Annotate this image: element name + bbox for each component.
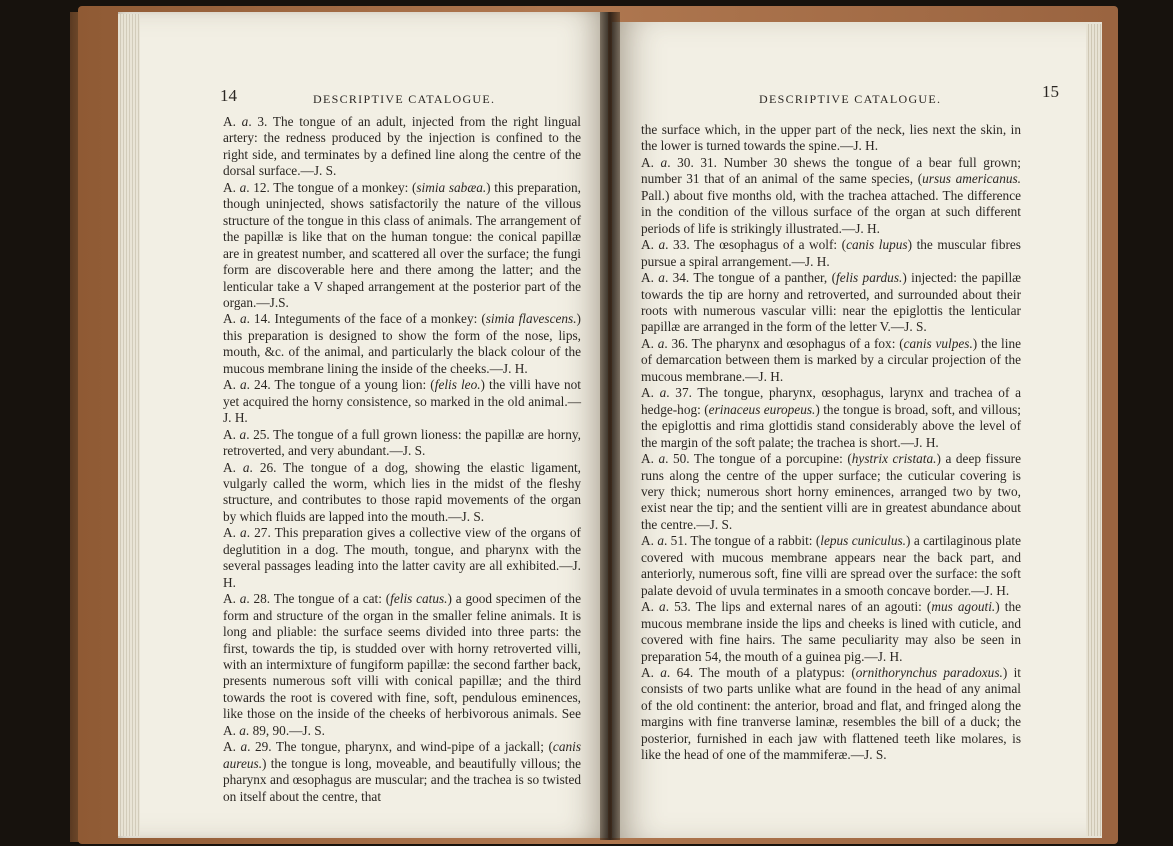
entry-text: A.: [641, 270, 659, 286]
entry-text: ) it consists of two parts unlike what are found in the head of any animal of the old continent: the anterior, broad and flat, and fringed along the margins with fine tranverse laminæ, resembles the bill of a duck; the posterior, furnished in each jaw with flattened teeth like molares, is like the head of one of the mammiferæ.—J. S.: [641, 664, 1021, 763]
entry-text: . 34. The tongue of a panther, (: [664, 270, 837, 286]
entry-text: ) a cartilaginous plate covered with mucous membrane appears near the back part, and anteriorly, numerous soft, fine villi are spread over the surface: the soft palate devoid of uvula terminates in a smooth concave border.—J. H.: [641, 533, 1021, 598]
entry-text: . 24. The tongue of a young lion: (: [246, 377, 435, 393]
catalogue-entry: [641, 533, 1021, 599]
italic-text: a: [240, 377, 247, 393]
catalogue-entry: [223, 460, 581, 526]
italic-text: a: [242, 459, 250, 475]
entry-text: A.: [223, 114, 242, 129]
italic-text: a: [657, 335, 665, 351]
catalogue-entry: [641, 336, 1021, 385]
italic-text: a: [660, 664, 667, 680]
entry-text: A.: [223, 377, 240, 393]
entry-text: . 30. 31. Number 30 shews the tongue of a bear full grown; number 31 that of an animal of the same species, (: [641, 154, 1021, 187]
page-stack-edge: [118, 14, 140, 836]
italic-text: canis aureus.: [223, 739, 581, 771]
italic-text: a: [240, 525, 247, 541]
entry-text: . 12. The tongue of a monkey: (: [246, 179, 417, 195]
entry-text: . 89, 90.—J. S.: [245, 722, 325, 738]
catalogue-entry: [223, 525, 581, 591]
italic-text: felis catus.: [390, 591, 448, 607]
entry-text: ) the tongue is broad, soft, and villous; the epiglottis and rima glottidis stand considerably above the level of the margin of the soft palate; the trachea is short.—J. H.: [641, 401, 1021, 450]
entry-text: A.: [223, 179, 240, 195]
entry-text: . 50. The tongue of a porcupine: (: [665, 451, 852, 467]
entry-text: A.: [641, 237, 659, 253]
italic-text: erinaceus europeus.: [708, 401, 816, 417]
entry-text: ) injected: the papillæ towards the tip are horny and retroverted, and surrounded about their roots with numerous vascular villi: near the epiglottis the lenticular papillæ are arranged in the form of the letter V.—J. S.: [641, 270, 1022, 335]
italic-text: a: [241, 114, 249, 129]
italic-text: a: [658, 451, 666, 467]
entry-text: A.: [223, 426, 240, 442]
entry-text: . 3. The tongue of an adult, injected from the right lingual artery: the redness produced by the injection is confined to the right side, and terminates by a defined line along the centre of the dorsal surface.—J. S.: [223, 114, 581, 179]
entry-text: A.: [223, 311, 240, 327]
entry-text: ) this preparation, though uninjected, shows satisfactorily the nature of the villous structure of the tongue in this class of animals. The arrangement of the papillæ is like that on the human tongue: the conical papillæ are in greatest number, and scattered all over the surface; the fungi form are discoverable here and there among the latter; and the lenticular take a V shaped arrangement at the posterior part of the organ.—J.S.: [223, 179, 581, 310]
catalogue-entry: [223, 377, 581, 426]
entry-text: ) the mucous membrane inside the lips and cheeks is lined with cuticle, and covered with fine hairs. The same peculiarity may also be seen in preparation 54, the mouth of a guinea pig.—J. H.: [641, 599, 1021, 664]
catalogue-entry: [641, 237, 1021, 270]
catalogue-entry: [641, 122, 1021, 155]
entry-text: . 53. The lips and external nares of an agouti: (: [665, 599, 932, 615]
catalogue-entry: [641, 665, 1021, 764]
entry-text: ) the muscular fibres pursue a spiral arrangement.—J. H.: [641, 237, 1021, 269]
entry-text: A.: [641, 451, 659, 467]
entry-text: A.: [641, 335, 658, 351]
italic-text: canis vulpes.: [903, 335, 973, 351]
left-page: [118, 12, 608, 838]
right-page: [612, 22, 1102, 838]
catalogue-entry: [641, 270, 1021, 336]
entry-text: ) the villi have not yet acquired the horny consistence, so marked in the old animal.—J. H.: [223, 377, 581, 426]
page-body: [641, 122, 1021, 764]
entry-text: . 27. This preparation gives a collective view of the organs of deglutition in a dog. The mouth, tongue, and pharynx with the several passages leading into the latter cavity are all exhibited.—J. H.: [223, 525, 581, 590]
italic-text: a: [240, 739, 248, 755]
italic-text: a: [239, 311, 247, 327]
entry-text: A.: [641, 664, 661, 680]
entry-text: . 28. The tongue of a cat: (: [246, 591, 391, 607]
catalogue-entry: [223, 311, 581, 377]
entry-text: . 25. The tongue of a full grown lioness: the papillæ are horny, retroverted, and very abundant.—J. S.: [223, 426, 581, 459]
entry-text: . 51. The tongue of a rabbit: (: [663, 533, 821, 549]
italic-text: a: [659, 385, 667, 401]
italic-text: canis lupus: [846, 237, 908, 253]
catalogue-entry: [223, 739, 581, 805]
catalogue-entry: [223, 114, 581, 180]
catalogue-entry: [223, 591, 581, 739]
italic-text: mus agouti.: [931, 599, 996, 615]
entry-text: A.: [641, 599, 660, 615]
entry-text: . 33. The œsophagus of a wolf: (: [665, 237, 847, 253]
catalogue-entry: [641, 155, 1021, 237]
entry-text: . 64. The mouth of a platypus: (: [666, 664, 856, 680]
entry-text: A.: [223, 591, 240, 607]
italic-text: simia flavescens.: [485, 311, 577, 327]
entry-text: the surface which, in the upper part of the neck, lies next the skin, in the lower is turned towards the spine.—J. H.: [641, 122, 1021, 154]
entry-text: . 37. The tongue, pharynx, œsophagus, larynx and trachea of a hedge-hog: (: [641, 385, 1021, 417]
entry-text: ) the tongue is long, moveable, and beautifully villous; the pharynx and œsophagus are muscular; and the trachea is so twisted on itself about the centre, that: [223, 755, 581, 804]
italic-text: a: [658, 270, 665, 286]
entry-text: ) the line of demarcation between them is marked by a circular projection of the mucous membrane.—J. H.: [641, 335, 1021, 384]
entry-text: . 36. The pharynx and œsophagus of a fox: (: [664, 335, 904, 351]
italic-text: a: [657, 533, 664, 549]
italic-text: simia sabæa.: [416, 179, 487, 195]
italic-text: a: [239, 591, 247, 607]
italic-text: felis leo.: [434, 377, 481, 393]
page-body: [223, 114, 581, 805]
book-gutter: [600, 12, 620, 840]
italic-text: ursus americanus.: [922, 171, 1021, 187]
catalogue-entry: [641, 451, 1021, 533]
italic-text: hystrix cristata.: [851, 451, 937, 467]
entry-text: ) a good specimen of the form and structure of the organ in the smaller feline animals. It is long and pliable: the surface seems divided into three parts: the first, towards the tip, is studded over with horny retroverted villi, with an intermixture of fungiform papillæ: the second farther back, presents numerous soft villi with conical papillæ; and the third towards the root is covered with fine, soft, pendulous eminences, like those on the inside of the cheeks of herbivorous animals. See A.: [223, 591, 581, 738]
entry-text: ) a deep fissure runs along the centre of the upper surface; the cuticular covering is very thick; numerous short horny eminences, arranged two by two, exist near the tip; and the sentient villi are in greatest abundance about the centre.—J. S.: [641, 451, 1021, 532]
page-number: 14: [220, 86, 237, 105]
entry-text: ) this preparation is designed to show the form of the nose, lips, mouth, &c. of the animal, and particularly the black colour of the mucous membrane lining the inside of the cheeks.—J. H.: [223, 311, 581, 376]
catalogue-entry: [641, 599, 1021, 665]
italic-text: ornithorynchus paradoxus.: [855, 664, 1003, 680]
entry-text: A.: [223, 525, 241, 541]
entry-text: Pall.) about five months old, with the trachea attached. The difference in the condition of the villous surface of the organ at such different periods of life is strikingly illustrated.—J. H.: [641, 187, 1021, 236]
italic-text: a: [660, 154, 668, 170]
entry-text: . 14. Integuments of the face of a monkey: (: [246, 311, 486, 327]
page-number: 15: [1042, 82, 1059, 101]
entry-text: A.: [223, 459, 243, 475]
italic-text: a: [239, 426, 247, 442]
italic-text: a: [658, 237, 666, 253]
catalogue-entry: [223, 180, 581, 312]
italic-text: a: [239, 179, 247, 195]
italic-text: lepus cuniculus.: [820, 533, 907, 549]
entry-text: A.: [641, 533, 658, 549]
page-stack-edge: [1086, 24, 1102, 836]
running-header: DESCRIPTIVE CATALOGUE.: [313, 92, 496, 106]
entry-text: . 29. The tongue, pharynx, and wind-pipe of a jackall; (: [247, 739, 553, 755]
italic-text: felis pardus.: [836, 270, 903, 286]
entry-text: A.: [641, 385, 660, 401]
catalogue-entry: [641, 385, 1021, 451]
running-header: DESCRIPTIVE CATALOGUE.: [759, 92, 942, 106]
entry-text: . 26. The tongue of a dog, showing the elastic ligament, vulgarly called the worm, which lies in the midst of the fleshy structure, and contributes to those rapid movements of the organ by which fluids are lapped into the mouth.—J. S.: [223, 459, 581, 524]
italic-text: a: [239, 722, 246, 738]
entry-text: A.: [223, 739, 241, 755]
catalogue-entry: [223, 427, 581, 460]
italic-text: a: [659, 599, 666, 615]
entry-text: A.: [641, 154, 661, 170]
